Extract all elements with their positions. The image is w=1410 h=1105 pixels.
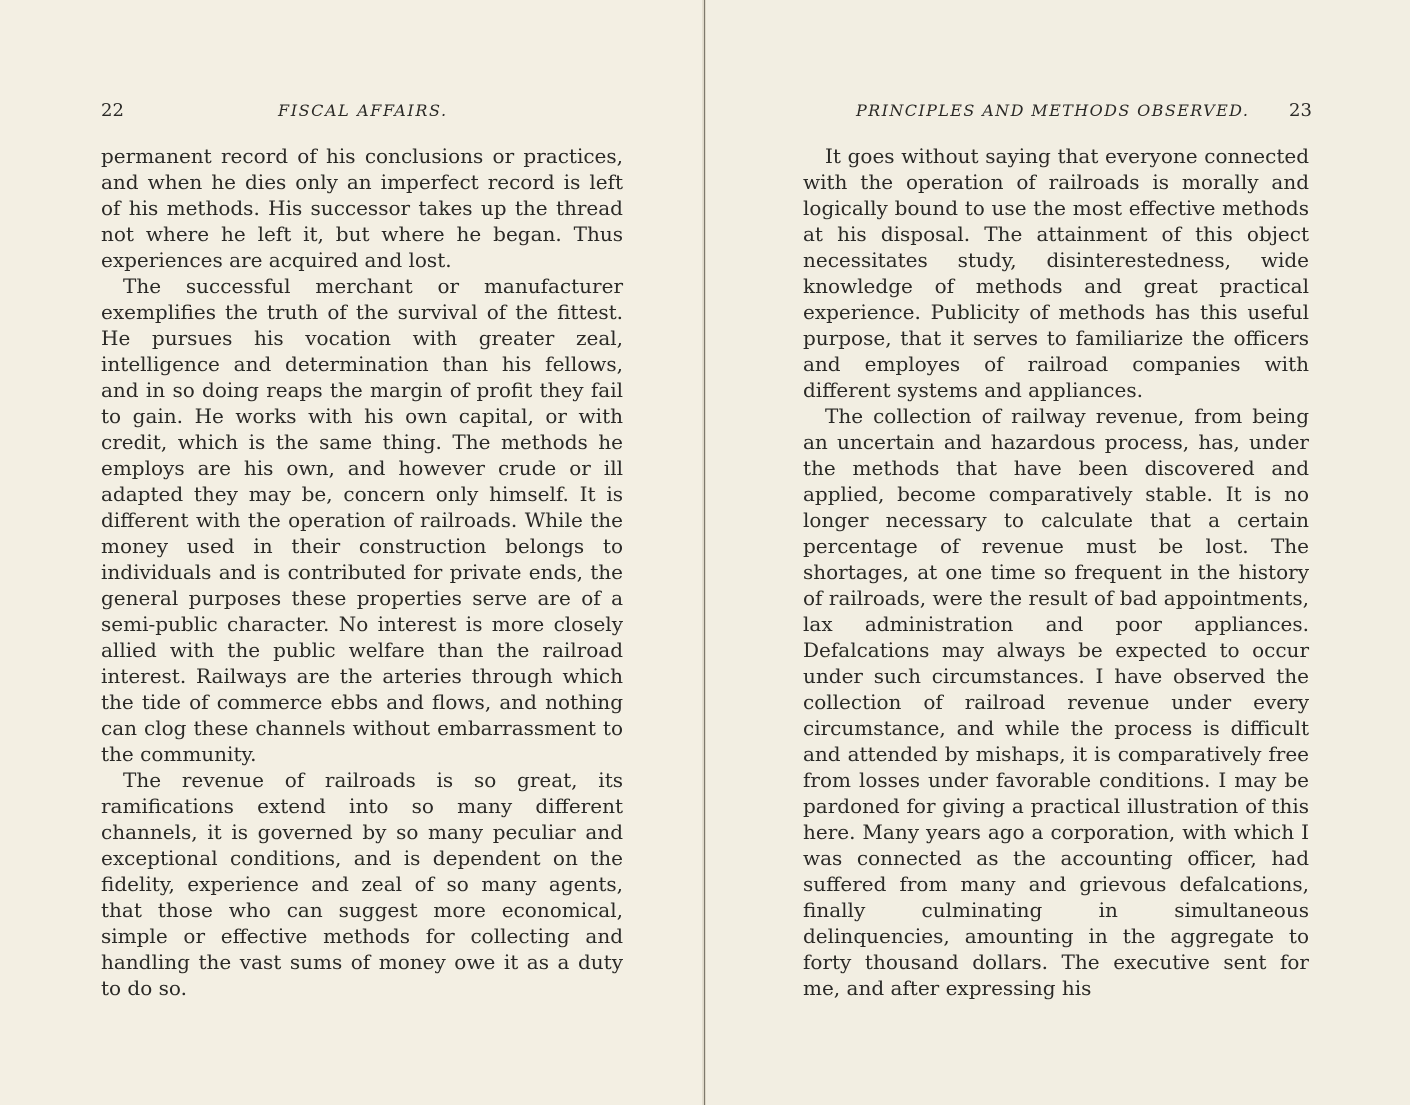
left-paragraph-2: The successful merchant or manufacturer exemplifies the truth of the survival of the fittest. He pursues his vocation with greater zeal, intelligence and determination than his fellows, and in so doing reaps the margin of profit they fail to gain. He works with his own capital, or with credit, which is the same thing. The methods he employs are his own, and however crude or ill adapted they may be, concern only himself. It is different with the operation of railroads. While the money used in their construction belongs to individuals and is contributed for private ends, the general purposes these properties serve are of a semi-public character. No interest is more closely allied with the public welfare than the railroad interest. Railways are the arteries through which the tide of commerce ebbs and flows, and nothing can clog these channels without embarrassment to the community. [101, 274, 623, 766]
right-running-title: PRINCIPLES AND METHODS OBSERVED. [856, 101, 1250, 120]
left-page-number: 22 [101, 100, 124, 121]
right-paragraph-1: It goes without saying that everyone connected with the operation of railroads is morally and logically bound to use the most effective methods at his disposal. The attainment of this object necessitates study, disinterestedness, wide knowledge of methods and great practical experience. Publicity of methods has this useful purpose, that it serves to familiarize the officers and employes of railroad companies with different systems and appliances. [803, 144, 1309, 402]
right-page-text [803, 143, 1309, 1001]
right-page [706, 0, 1410, 1105]
gutter-fold-line [704, 0, 705, 1105]
left-paragraph-1: permanent record of his conclusions or practices, and when he dies only an imperfect record is left of his methods. His successor takes up the thread not where he left it, but where he began. Thus experiences are acquired and lost. [101, 144, 623, 272]
right-page-number: 23 [1289, 100, 1312, 121]
left-page-text [101, 143, 623, 1001]
left-paragraph-3: The revenue of railroads is so great, its ramifications extend into so many different channels, it is governed by so many peculiar and exceptional conditions, and is dependent on the fidelity, experience and zeal of so many agents, that those who can suggest more economical, simple or effective methods for collecting and handling the vast sums of money owe it as a duty to do so. [101, 768, 623, 1000]
right-paragraph-2: The collection of railway revenue, from being an uncertain and hazardous process, has, under the methods that have been discovered and applied, become comparatively stable. It is no longer necessary to calculate that a certain percentage of revenue must be lost. The shortages, at one time so frequent in the history of railroads, were the result of bad appointments, lax administration and poor appliances. Defalcations may always be expected to occur under such circumstances. I have observed the collection of railroad revenue under every circumstance, and while the process is difficult and attended by mishaps, it is comparatively free from losses under favorable conditions. I may be pardoned for giving a practical illustration of this here. Many years ago a corporation, with which I was connected as the accounting officer, had suffered from many and grievous defalcations, finally culminating in simultaneous delinquencies, amounting in the aggregate to forty thousand dollars. The executive sent for me, and after expressing his [803, 404, 1309, 1000]
left-running-title: FISCAL AFFAIRS. [278, 101, 448, 120]
